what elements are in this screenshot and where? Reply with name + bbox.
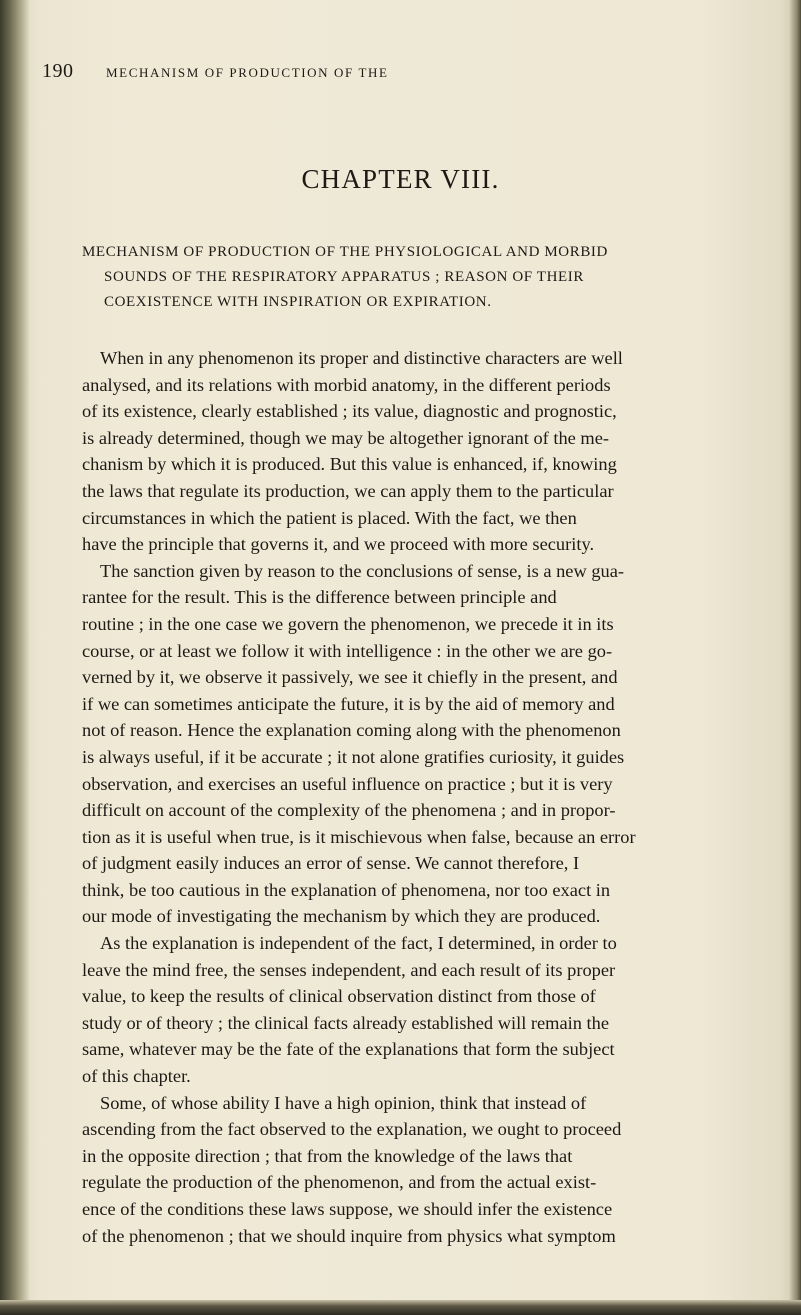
text-line: same, whatever may be the fate of the explanations that form the subject xyxy=(82,1039,615,1060)
text-line: in the opposite direction ; that from the knowledge of the laws that xyxy=(82,1145,573,1166)
text-line: verned by it, we observe it passively, we see it chiefly in the present, and xyxy=(82,667,618,688)
text-line: is always useful, if it be accurate ; it not alone gratifies curiosity, it guides xyxy=(82,746,625,767)
text-line: of this chapter. xyxy=(82,1066,191,1087)
text-line: of its existence, clearly established ; its value, diagnostic and prognostic, xyxy=(82,401,617,422)
text-line: ascending from the fact observed to the explanation, we ought to proceed xyxy=(82,1119,622,1140)
chapter-title xyxy=(82,240,702,315)
text-line: of the phenomenon ; that we should inquire from physics what symptom xyxy=(82,1225,616,1246)
text-line: analysed, and its relations with morbid anatomy, in the different periods xyxy=(82,374,611,395)
text-line: the laws that regulate its production, we can apply them to the particular xyxy=(82,480,614,501)
text-line: study or of theory ; the clinical facts already established will remain the xyxy=(82,1012,610,1033)
page-number: 190 xyxy=(42,60,74,82)
text-line: routine ; in the one case we govern the phenomenon, we precede it in its xyxy=(82,613,614,634)
text-line: think, be too cautious in the explanation of phenomena, nor too exact in xyxy=(82,879,611,900)
text-line: rantee for the result. This is the difference between principle and xyxy=(82,587,557,608)
text-line: our mode of investigating the mechanism by which they are produced. xyxy=(82,906,601,927)
paragraph xyxy=(82,558,792,930)
chapter-heading: CHAPTER VIII. xyxy=(301,164,500,194)
text-line: have the principle that governs it, and we proceed with more security. xyxy=(82,534,595,555)
text-line: difficult on account of the complexity of the phenomena ; and in propor- xyxy=(82,800,616,821)
text-line: is already determined, though we may be altogether ignorant of the me- xyxy=(82,427,610,448)
text-line: value, to keep the results of clinical observation distinct from those of xyxy=(82,986,596,1007)
paragraph xyxy=(82,930,792,1090)
text-line: regulate the production of the phenomenon, and from the actual exist- xyxy=(82,1172,597,1193)
text-line: of judgment easily induces an error of sense. We cannot therefore, I xyxy=(82,853,580,874)
text-line: The sanction given by reason to the conclusions of sense, is a new gua- xyxy=(100,560,624,581)
paragraph xyxy=(82,1090,792,1250)
text-line: course, or at least we follow it with intelligence : in the other we are go- xyxy=(82,640,613,661)
chapter-title-line: SOUNDS OF THE RESPIRATORY APPARATUS ; REASON OF THEIR xyxy=(104,269,584,285)
binding-shadow-left xyxy=(0,0,30,1315)
running-head-title: MECHANISM OF PRODUCTION OF THE xyxy=(106,65,389,80)
text-line: if we can sometimes anticipate the future, it is by the aid of memory and xyxy=(82,693,615,714)
text-line: observation, and exercises an useful influence on practice ; but it is very xyxy=(82,773,613,794)
text-line: tion as it is useful when true, is it mischievous when false, because an error xyxy=(82,826,636,847)
text-line: not of reason. Hence the explanation coming along with the phenomenon xyxy=(82,720,621,741)
text-line: Some, of whose ability I have a high opinion, think that instead of xyxy=(100,1092,587,1113)
text-line: ence of the conditions these laws suppose, we should infer the existence xyxy=(82,1199,613,1219)
text-line: As the explanation is independent of the fact, I determined, in order to xyxy=(100,933,617,954)
page-bottom-edge xyxy=(0,1300,801,1315)
text-line: leave the mind free, the senses independent, and each result of its proper xyxy=(82,959,616,980)
chapter-title-line: MECHANISM OF PRODUCTION OF THE PHYSIOLOGICAL AND MORBID xyxy=(82,244,608,260)
text-line: When in any phenomenon its proper and distinctive characters are well xyxy=(100,348,623,368)
text-line: chanism by which it is produced. But this value is enhanced, if, knowing xyxy=(82,454,617,475)
text-line: circumstances in which the patient is placed. With the fact, we then xyxy=(82,507,577,528)
running-head xyxy=(42,60,742,90)
chapter-title-line: COEXISTENCE WITH INSPIRATION OR EXPIRATION. xyxy=(104,294,492,310)
body-text xyxy=(82,345,792,1249)
paragraph xyxy=(82,345,792,558)
